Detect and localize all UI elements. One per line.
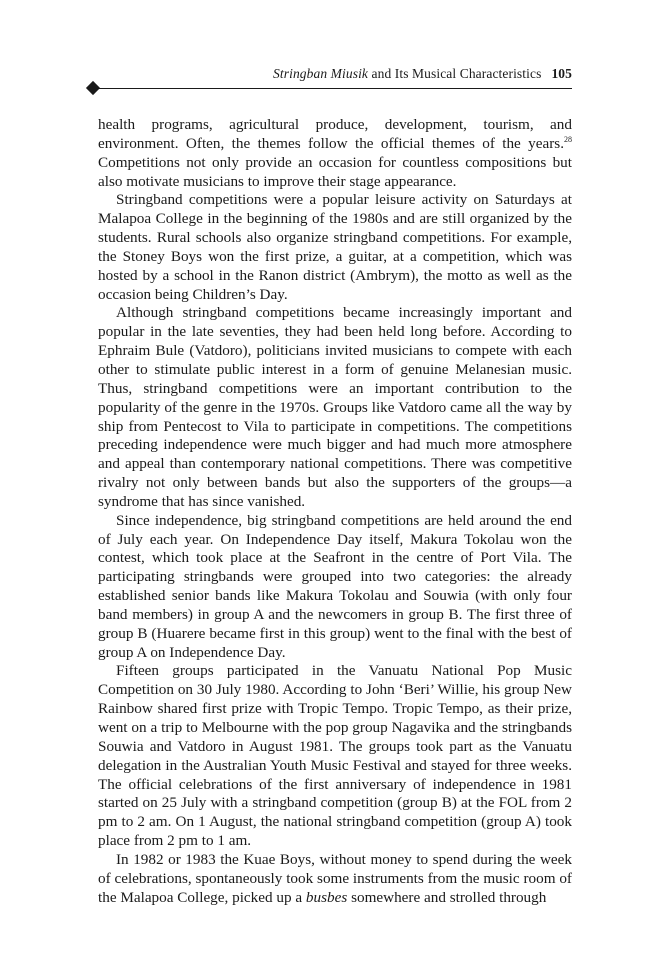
paragraph-6-emphasis: busbes — [305, 888, 348, 906]
paragraph-6-text-a: In 1982 or 1983 the Kuae Boys, without money to spend during the week of celebrations, spontaneously took some instruments from the music room of the Malapoa College, picked up a — [98, 850, 572, 906]
paragraph-1 — [98, 116, 572, 191]
paragraph-2: Stringband competitions were a popular leisure activity on Saturdays at Malapoa College in the beginning of the 1980s and are still organized by the students. Rural schools also organize stringband competitions. For example, the Stoney Boys won the first prize, a guitar, at a competition, which was hosted by a school in the Ranon district (Ambrym), the motto as well as the occasion being Children’s Day. — [98, 191, 572, 303]
paragraph-1-text-b: Competitions not only provide an occasion for countless compositions but also motivate musicians to improve their stage appearance. — [98, 153, 572, 190]
paragraph-4: Since independence, big stringband competitions are held around the end of July each year. On Independence Day itself, Makura Tokolau won the contest, which took place at the Seafront in the centre of Port Vila. The participating stringbands were grouped into two categories: the already established senior bands like Makura Tokolau and Souwia (with only four band members) in group A and the newcomers in group B. The first three of group B (Huarere became first in this group) went to the final with the best of group A on Independence Day. — [98, 511, 572, 661]
header-title-rest: and Its Musical Characteristics — [368, 66, 542, 81]
header-rule — [94, 88, 572, 89]
paragraph-6 — [98, 851, 572, 908]
page-body — [98, 116, 572, 907]
paragraph-6-text-b: somewhere and strolled through — [347, 888, 547, 906]
footnote-marker: 28 — [564, 134, 572, 144]
running-header — [98, 66, 572, 82]
header-title-italic: Stringban Miusik — [273, 66, 369, 81]
page-number: 105 — [551, 66, 572, 81]
paragraph-1-text-a: health programs, agricultural produce, development, tourism, and environment. Often, the themes follow the official themes of the years. — [98, 116, 572, 152]
paragraph-3: Although stringband competitions became increasingly important and popular in the late seventies, they had been held long before. According to Ephraim Bule (Vatdoro), politicians invited musicians to compete with each other to stimulate public interest in a form of genuine Melanesian music. Thus, stringband competitions were an important contribution to the popularity of the genre in the 1970s. Groups like Vatdoro came all the way by ship from Pentecost to Vila to participate in competitions. The competitions preceding independence were much bigger and had much more atmosphere and appeal than contemporary national competitions. There was competitive rivalry not only between bands but also the supporters of the groups—a syndrome that has since vanished. — [98, 304, 572, 510]
paragraph-5: Fifteen groups participated in the Vanuatu National Pop Music Competition on 30 July 1980. According to John ‘Beri’ Willie, his group New Rainbow shared first prize with Tropic Tempo. Tropic Tempo, as their prize, went on a trip to Melbourne with the pop group Nagavika and the stringbands Souwia and Vatdoro in August 1981. The groups took part as the Vanuatu delegation in the Australian Youth Music Festival and stayed for three weeks. The official celebrations of the first anniversary of independence in 1981 started on 25 July with a stringband competition (group B) at the FOL from 2 pm to 2 am. On 1 August, the national stringband competition (group A) took place from 2 pm to 1 am. — [98, 662, 572, 850]
